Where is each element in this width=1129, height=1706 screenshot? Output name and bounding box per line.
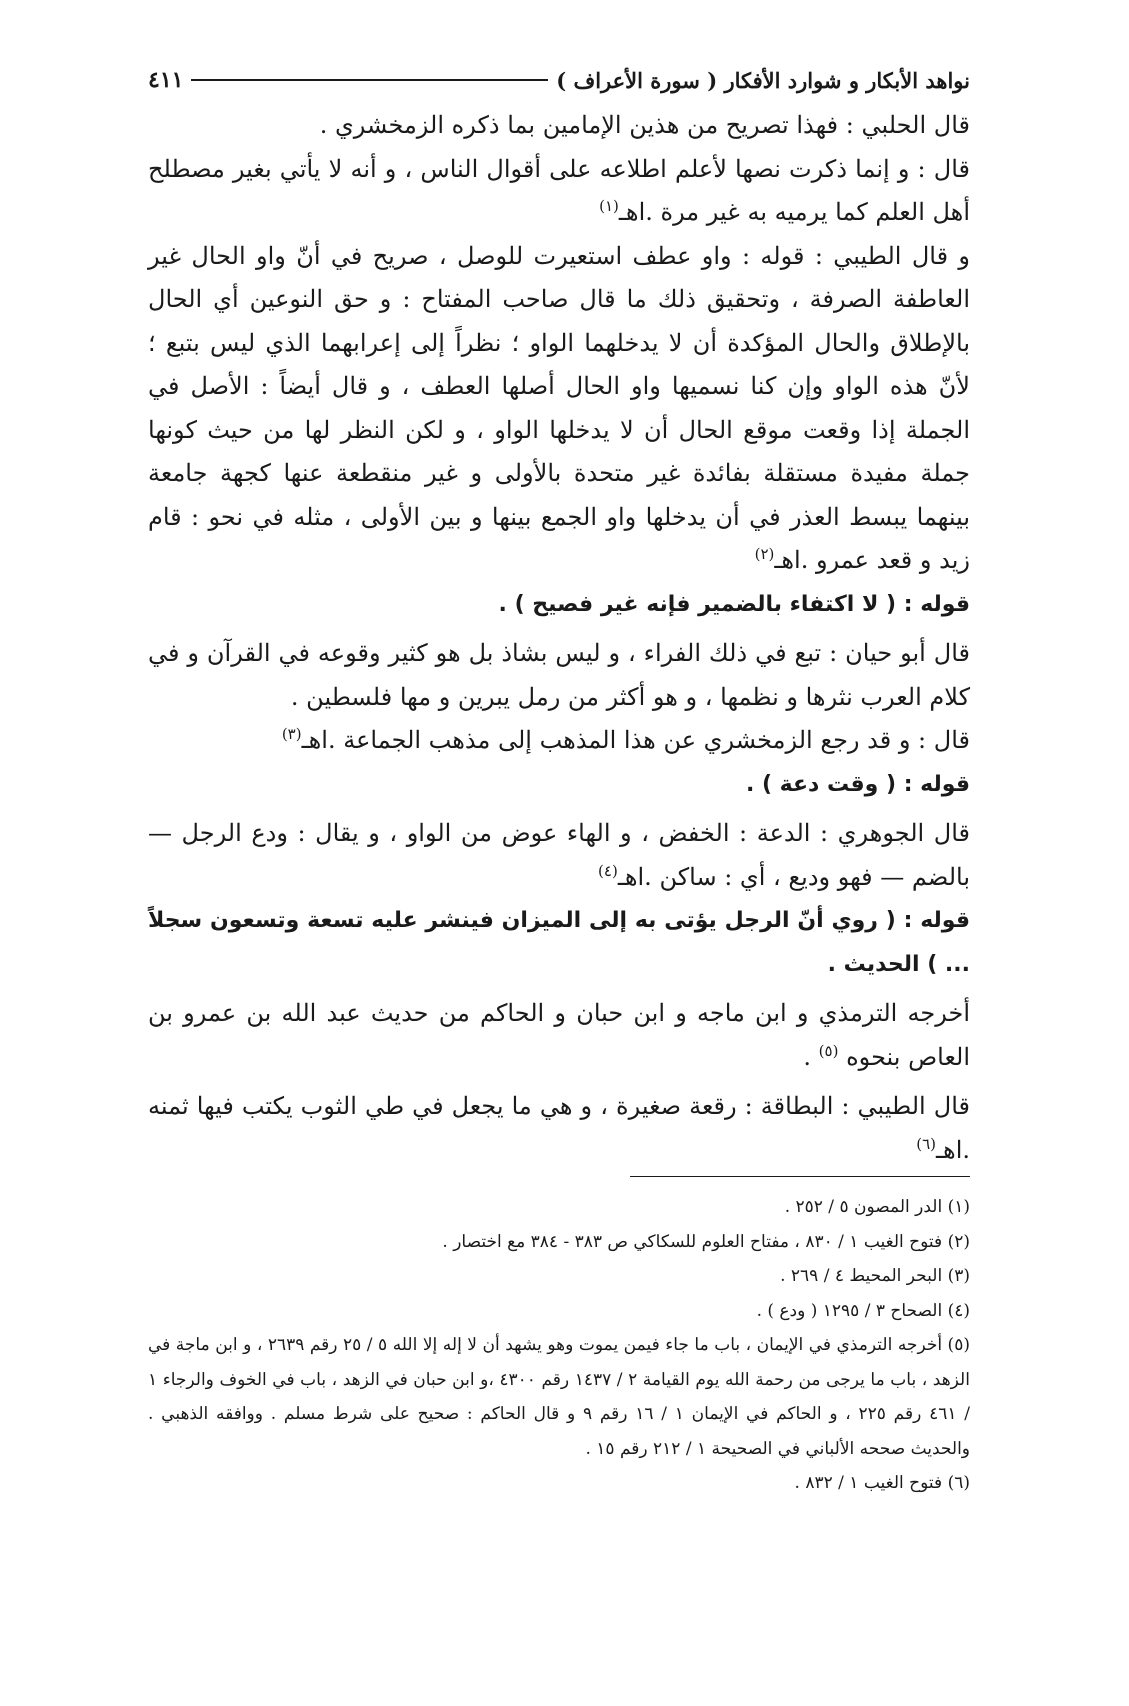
footnote: (٣) البحر المحيط ٤ / ٢٦٩ . <box>780 1266 970 1286</box>
running-title: نواهد الأبكار و شوارد الأفكار ( سورة الأعراف ) <box>556 67 970 93</box>
header-rule <box>191 79 548 81</box>
running-header <box>148 60 970 100</box>
footnote-ref: (٥) <box>818 1041 839 1060</box>
footnote: (٥) أخرجه الترمذي في الإيمان ، باب ما جاء فيمن يموت وهو يشهد أن لا إله إلا الله ٥ / ٢٥ رقم ٢٦٣٩ ، و ابن ماجة في الزهد ، باب ما يرجى من رحمة الله يوم القيامة ٢ / ١٤٣٧ رقم ٤٣٠٠ ،و ابن حبان في الزهد ، باب في الخوف والرجاء ١ / ٤٦١ رقم ٢٢٥ ، و الحاكم في الإيمان ١ / ١٦ رقم ٩ و قال الحاكم : صحيح على شرط مسلم . ووافقه الذهبي . والحديث صححه الألباني في الصحيحة ١ / ٢١٢ رقم ١٥ . <box>148 1335 970 1459</box>
page-number: ٤١١ <box>148 67 184 93</box>
paragraph: قال الطيبي : البطاقة : رقعة صغيرة ، و هي ما يجعل في طي الثوب يكتب فيها ثمنه .اهـ$^{(٦)}$ <box>148 1092 970 1164</box>
section-heading: قوله : ( لا اكتفاء بالضمير فإنه غير فصيح ) . <box>498 591 970 617</box>
footnote: (٦) فتوح الغيب ١ / ٨٣٢ . <box>794 1473 970 1493</box>
paragraph: قال الجوهري : الدعة : الخفض ، و الهاء عوض من الواو ، و يقال : ودع الرجل — بالضم — فهو وديع ، أي : ساكن .اهـ$^{(٤)}$ <box>148 819 970 891</box>
section-heading: قوله : ( روي أنّ الرجل يؤتى به إلى الميزان فينشر عليه تسعة وتسعون سجلاً ... ) الحديث . <box>148 908 970 977</box>
footnote-ref: (٣) <box>281 725 302 743</box>
paragraph: قال أبو حيان : تبع في ذلك الفراء ، و ليس بشاذ بل هو كثير وقوعه في القرآن و في كلام العرب نثرها و نظمها ، و هو أكثر من رمل يبرين و مها فلسطين . <box>148 639 970 711</box>
footnotes <box>148 1190 970 1501</box>
paragraph: قال : و إنما ذكرت نصها لأعلم اطلاعه على أقوال الناس ، و أنه لا يأتي بغير مصطلح أهل العلم كما يرميه به غير مرة .اهـ$^{(١)}$ <box>148 154 970 226</box>
footnote-ref: (١) <box>599 197 619 215</box>
footnote: (١) الدر المصون ٥ / ٢٥٢ . <box>784 1197 970 1217</box>
paragraph: و قال الطيبي : قوله : واو عطف استعيرت للوصل ، صريح في أنّ واو الحال غير العاطفة الصرفة ، وتحقيق ذلك ما قال صاحب المفتاح : و حق النوعين أي الحال بالإطلاق والحال المؤكدة أن لا يدخلهما الواو ؛ نظراً إلى إعرابهما الذي ليس بتبع ؛ لأنّ هذه الواو وإن كنا نسميها واو الحال أصلها العطف ، و قال أيضاً : الأصل في الجملة إذا وقعت موقع الحال أن لا يدخلها الواو ، و لكن النظر لها من حيث كونها جملة مفيدة مستقلة بفائدة غير متحدة بالأولى و غير منقطعة عنها كجهة جامعة بينهما يبسط العذر في أن يدخلها واو الجمع بينها و بين الأولى ، مثله في نحو : قام زيد و قعد عمرو .اهـ$^{(٢)}$ <box>148 241 970 574</box>
footnote-ref: (٦) <box>916 1134 937 1153</box>
footnote-separator <box>630 1176 970 1177</box>
main-text <box>148 104 970 1172</box>
paragraph: قال الحلبي : فهذا تصريح من هذين الإمامين بما ذكره الزمخشري . <box>319 111 970 139</box>
section-heading: قوله : ( وقت دعة ) . <box>745 771 970 797</box>
footnote-ref: (٢) <box>754 545 775 563</box>
book-page <box>148 60 970 1660</box>
footnote-ref: (٤) <box>598 861 618 880</box>
paragraph: قال : و قد رجع الزمخشري عن هذا المذهب إلى مذهب الجماعة .اهـ$^{(٣)}$ <box>281 725 970 754</box>
footnote: (٢) فتوح الغيب ١ / ٨٣٠ ، مفتاح العلوم للسكاكي ص ٣٨٣ - ٣٨٤ مع اختصار . <box>442 1231 970 1252</box>
footnote: (٤) الصحاح ٣ / ١٢٩٥ ( ودع ) . <box>756 1300 970 1321</box>
paragraph: أخرجه الترمذي و ابن ماجه و ابن حبان و الحاكم من حديث عبد الله بن عمرو بن العاص بنحوه $^{(٥)}$ . <box>148 999 970 1071</box>
